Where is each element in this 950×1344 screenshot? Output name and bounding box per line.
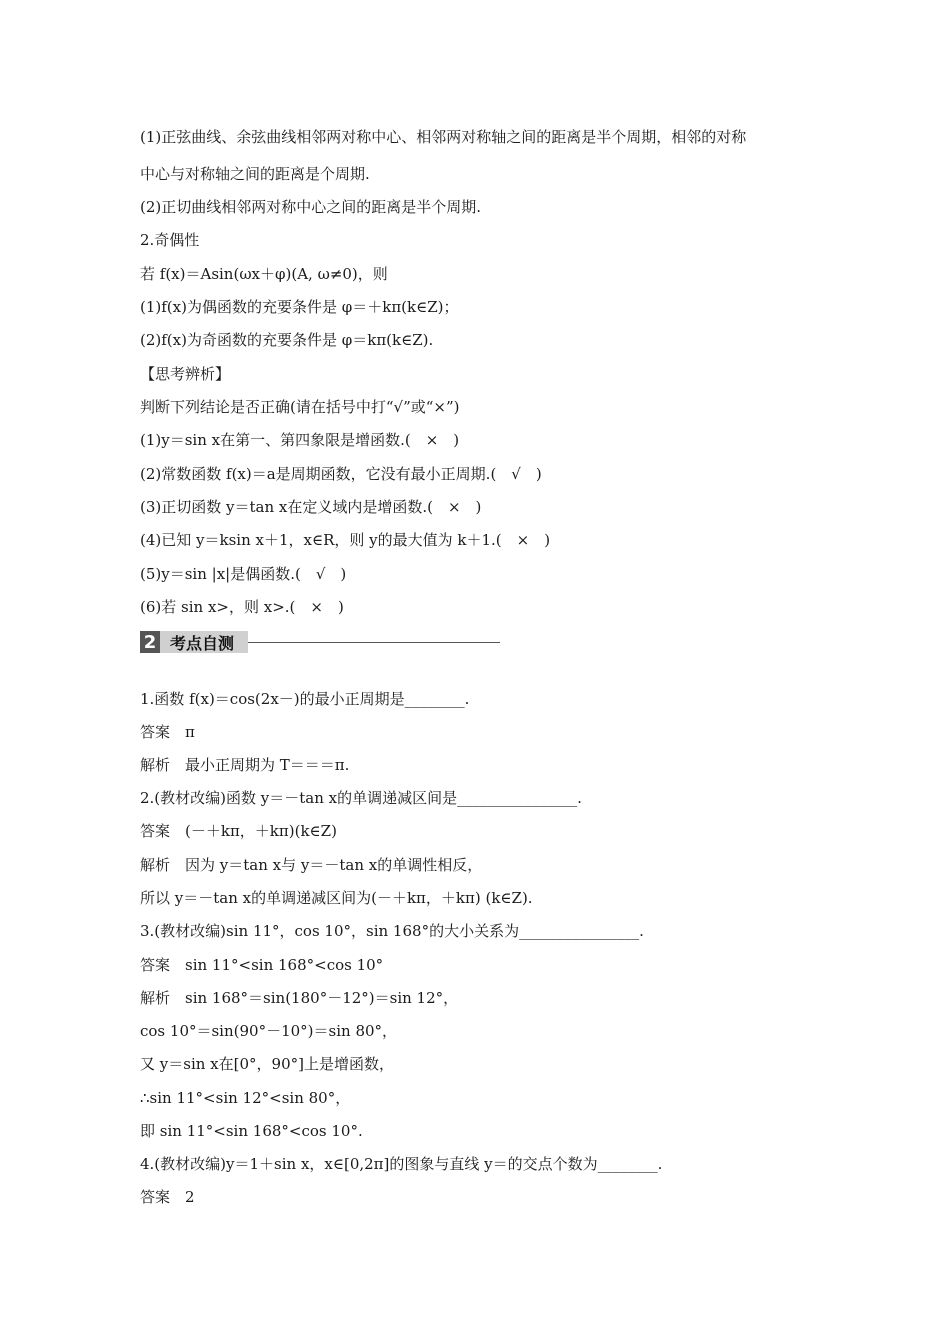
- question-line: 2.(教材改编)函数 y＝－tan x的单调递减区间是________________.: [140, 789, 582, 807]
- answer-line: 答案 sin 11°<sin 168°<cos 10°: [140, 956, 384, 974]
- answer-line: 答案 2: [140, 1188, 195, 1206]
- text-line: 中心与对称轴之间的距离是个周期.: [140, 165, 370, 183]
- analysis-line: 即 sin 11°<sin 168°<cos 10°.: [140, 1122, 363, 1140]
- subheading: 【思考辨析】: [140, 365, 231, 383]
- text-line: (1)正弦曲线、余弦曲线相邻两对称中心、相邻两对称轴之间的距离是半个周期，相邻的对称: [140, 128, 747, 146]
- analysis-line: 又 y＝sin x在[0°，90°]上是增函数，: [140, 1055, 394, 1073]
- judgment-item: (6)若 sin x>，则 x>.( × ): [140, 598, 344, 616]
- answer-line: 答案 (－＋kπ，＋kπ)(k∈Z): [140, 822, 337, 840]
- text-line: 若 f(x)＝Asin(ωx＋φ)(A, ω≠0)，则: [140, 265, 388, 283]
- analysis-line: 解析 sin 168°＝sin(180°－12°)＝sin 12°，: [140, 989, 459, 1007]
- section-heading: 2.奇偶性: [140, 231, 200, 249]
- text-line: (2)f(x)为奇函数的充要条件是 φ＝kπ(k∈Z).: [140, 331, 434, 349]
- section-title: 考点自测: [160, 631, 248, 653]
- analysis-line: cos 10°＝sin(90°－10°)＝sin 80°，: [140, 1022, 398, 1040]
- answer-line: 答案 π: [140, 723, 195, 741]
- text-line: (2)正切曲线相邻两对称中心之间的距离是半个周期.: [140, 198, 482, 216]
- judgment-item: (1)y＝sin x在第一、第四象限是增函数.( × ): [140, 431, 460, 449]
- judgment-item: (3)正切函数 y＝tan x在定义域内是增函数.( × ): [140, 498, 482, 516]
- question-line: 3.(教材改编)sin 11°，cos 10°，sin 168°的大小关系为________________.: [140, 922, 644, 940]
- text-line: 判断下列结论是否正确(请在括号中打“√”或“×”): [140, 398, 460, 416]
- section-rule: [248, 642, 500, 643]
- judgment-item: (2)常数函数 f(x)＝a是周期函数，它没有最小正周期.( √ ): [140, 465, 542, 483]
- question-line: 4.(教材改编)y＝1＋sin x，x∈[0,2π]的图象与直线 y＝的交点个数为________.: [140, 1155, 663, 1173]
- question-line: 1.函数 f(x)＝cos(2x－)的最小正周期是________.: [140, 690, 470, 708]
- section-banner: [140, 630, 500, 654]
- analysis-line: 解析 最小正周期为 T＝＝＝π.: [140, 756, 350, 774]
- analysis-line: ∴sin 11°<sin 12°<sin 80°，: [140, 1089, 351, 1107]
- section-number: 2: [140, 631, 160, 653]
- analysis-line: 解析 因为 y＝tan x与 y＝－tan x的单调性相反，: [140, 856, 483, 874]
- judgment-item: (4)已知 y＝ksin x＋1，x∈R，则 y的最大值为 k＋1.( × ): [140, 531, 551, 549]
- judgment-item: (5)y＝sin |x|是偶函数.( √ ): [140, 565, 347, 583]
- analysis-line: 所以 y＝－tan x的单调递减区间为(－＋kπ，＋kπ) (k∈Z).: [140, 889, 533, 907]
- text-line: (1)f(x)为偶函数的充要条件是 φ＝＋kπ(k∈Z)；: [140, 298, 459, 316]
